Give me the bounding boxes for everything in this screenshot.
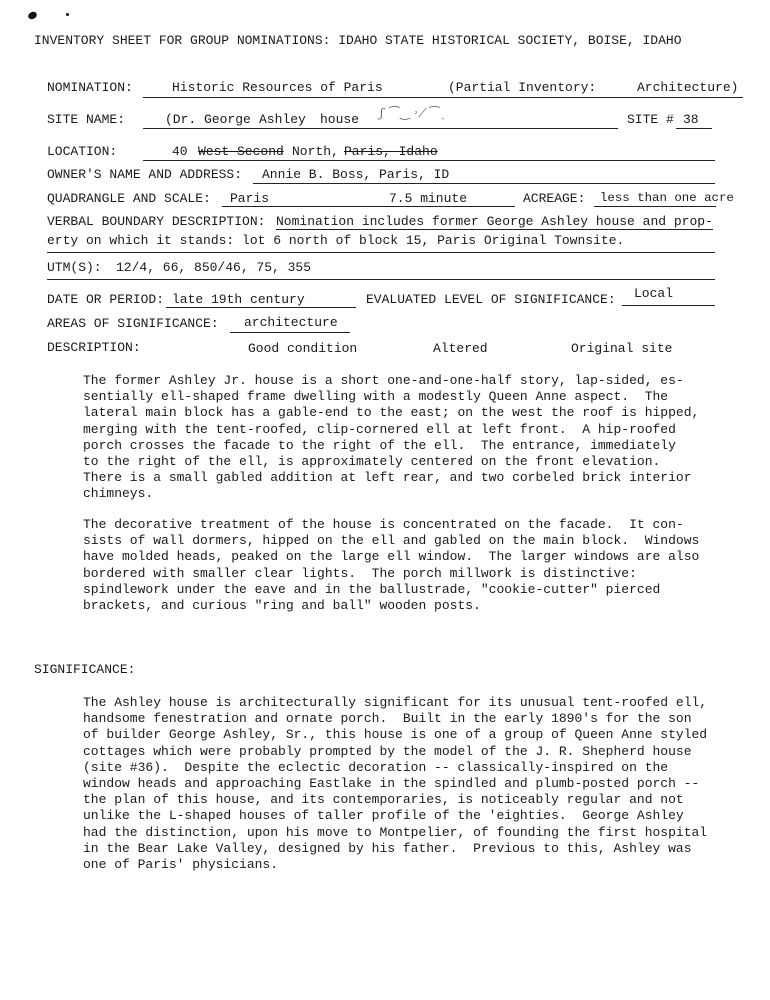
location-north: North, [292,144,339,159]
condition-altered: Altered [433,341,488,356]
boundary-label: VERBAL BOUNDARY DESCRIPTION: [47,214,266,229]
areas-rule [230,332,350,333]
significance-paragraph: The Ashley house is architecturally significant for its unusual tent-roofed ell, handsome fenestration and ornate porch. Built in the early 1890's for the son of builder George Ashley, Sr., this house is one of a group of Queen Anne styled cottages which were probably prompted by the model of the J. R. Shepherd house (site #36). Despite the eclectic decoration -- classically-inspired on the window heads and approaching Eastlake in the spindled and plumb-posted porch -- the plan of this house, and its contemporaries, is noticeably regular and not unlike the L-shaped houses of taller profile of the 'eighties. George Ashley had the distinction, upon his move to Montpelier, of founding the first hospital in the Bear Lake Valley, designed by his father. Previous to this, Ashley was one of Paris' physicians. [83,695,708,873]
site-number: 38 [683,112,699,127]
site-name-label: SITE NAME: [47,112,126,127]
utm-rule [47,279,715,280]
site-name-rule [143,128,618,129]
significance-heading: SIGNIFICANCE: [34,662,136,677]
location-number: 40 [172,144,188,159]
condition-good: Good condition [248,341,358,356]
sheet-title: INVENTORY SHEET FOR GROUP NOMINATIONS: IDAHO STATE HISTORICAL SOCIETY, BOISE, IDAHO [34,33,682,48]
nomination-value: Historic Resources of Paris [172,80,383,95]
boundary-line2: erty on which it stands: lot 6 north of block 15, Paris Original Townsite. [47,233,625,248]
site-name-prefix: (Dr. George [165,112,251,127]
level-rule [622,305,715,306]
nomination-partial: (Partial Inventory: [448,80,597,95]
acreage-label: ACREAGE: [523,191,586,206]
owner-label: OWNER'S NAME AND ADDRESS: [47,167,243,182]
quadrangle-rule [222,206,515,207]
utm-value: 12/4, 66, 850/46, 75, 355 [116,260,312,275]
acreage-value: less than one acre [600,191,734,205]
nomination-label: NOMINATION: [47,80,133,95]
description-label: DESCRIPTION: [47,340,141,355]
nomination-category: Architecture) [637,80,739,95]
areas-label: AREAS OF SIGNIFICANCE: [47,316,219,331]
description-paragraph-1: The former Ashley Jr. house is a short one-and-one-half story, lap-sided, es- sentially ell-shaped frame dwelling with a modestly Queen Anne aspect. The lateral main block has a gable-end to the east; on the west the roof is hipped, merging with the tent-roofed, clip-cornered ell at left front. A hip-roofed porch crosses the facade to the right of the ell. The entrance, immediately to the right of the ell, is approximately centered on the front elevation. There is a small gabled addition at left rear, and two corbeled brick interior chimneys. [83,373,700,502]
description-paragraph-2: The decorative treatment of the house is concentrated on the facade. It con- sists of wall dormers, hipped on the ell and gabled on the main block. Windows have molded heads, peaked on the large ell window. The larger windows are also bordered with smaller clear lights. The porch millwork is distinctive: spindlework under the eave and in the ballustrade, "cookie-cutter" pierced brackets, and curious "ring and ball" wooden posts. [83,517,700,614]
location-struck-street: West Second [198,144,284,159]
boundary-rule [47,252,715,253]
acreage-rule [594,206,716,207]
owner-value: Annie B. Boss, Paris, ID [262,167,450,182]
boundary-line1: Nomination includes former George Ashley house and prop- [276,214,713,229]
scan-dot [66,13,69,16]
site-number-rule [676,128,712,129]
location-struck-city: Paris, Idaho [344,144,438,159]
site-name-suffix: house [320,112,360,127]
areas-value: architecture [244,315,338,330]
location-rule [143,160,715,161]
date-rule [166,307,356,308]
date-label: DATE OR PERIOD: [47,292,165,307]
site-number-label: SITE # [627,112,674,127]
owner-rule [253,183,715,184]
location-label: LOCATION: [47,144,118,159]
condition-original-site: Original site [571,341,673,356]
site-name-ashley: Ashley [259,112,306,127]
quadrangle-label: QUADRANGLE AND SCALE: [47,191,211,206]
quadrangle-scale: 7.5 minute [389,191,468,206]
quadrangle-value: Paris [230,191,270,206]
date-value: late 19th century [172,292,305,307]
utm-label: UTM(S): [47,260,102,275]
handwritten-annotation: ʃ ⁀ ‿ ˒ ⁄ ⁀ ˎ [380,106,445,120]
scan-mark [27,10,38,20]
significance-level-label: EVALUATED LEVEL OF SIGNIFICANCE: [366,292,616,307]
nomination-rule [143,97,743,98]
significance-level: Local [634,286,674,301]
